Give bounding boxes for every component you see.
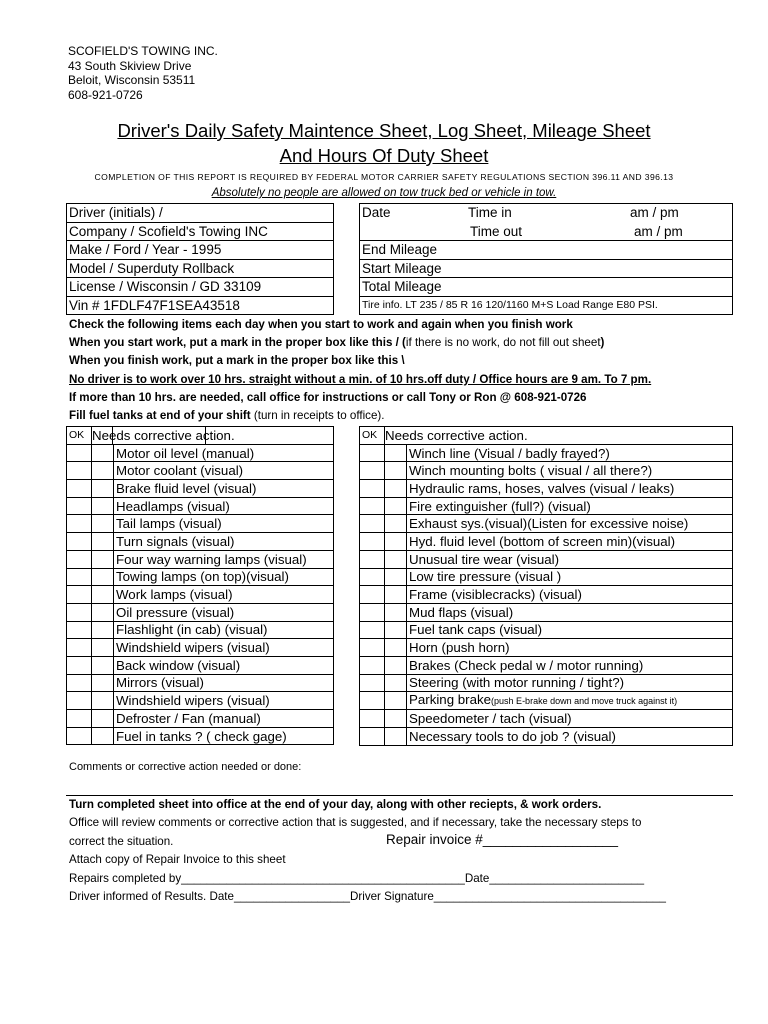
checklist-header-row — [67, 427, 334, 445]
checklist-item-label — [114, 533, 334, 551]
item-text: Towing lamps (on top)(visual) — [116, 569, 289, 585]
checklist-item-label — [407, 462, 733, 480]
company-name: SCOFIELD'S TOWING INC. — [68, 44, 218, 58]
right-checklist-row — [360, 674, 733, 692]
checklist-item-label — [407, 692, 733, 710]
needs-action-checkbox[interactable] — [385, 497, 407, 515]
end-mileage-field[interactable]: End Mileage — [360, 241, 732, 260]
needs-action-checkbox[interactable] — [385, 710, 407, 728]
start-work-close: ) — [600, 336, 605, 349]
left-checklist-row — [67, 639, 334, 657]
ok-checkbox[interactable] — [360, 550, 385, 568]
item-text: Motor oil level (manual) — [116, 445, 255, 461]
ok-checkbox[interactable] — [67, 674, 92, 692]
left-checklist-row — [67, 674, 334, 692]
ok-checkbox[interactable] — [360, 497, 385, 515]
left-checklist-row — [67, 550, 334, 568]
checklist-item-label — [407, 568, 733, 586]
needs-action-checkbox[interactable] — [385, 444, 407, 462]
right-checklist-row — [360, 656, 733, 674]
checklist-item-label — [407, 728, 733, 746]
checklist-item-label — [114, 515, 334, 533]
header-divider-1 — [112, 427, 113, 444]
item-text: Turn signals (visual) — [116, 533, 235, 549]
instruction-fuel-tanks — [69, 409, 384, 423]
repair-invoice-field[interactable]: Repair invoice #__________________ — [386, 832, 618, 847]
needs-action-checkbox[interactable] — [92, 586, 114, 604]
ok-checkbox[interactable] — [360, 568, 385, 586]
right-checklist-row — [360, 621, 733, 639]
item-text: Fire extinguisher (full?) (visual) — [409, 498, 591, 514]
needs-action-checkbox[interactable] — [385, 533, 407, 551]
item-text: Brake fluid level (visual) — [116, 480, 257, 496]
checklist-item-label — [407, 550, 733, 568]
item-text: Motor coolant (visual) — [116, 463, 244, 479]
ok-checkbox[interactable] — [360, 480, 385, 498]
left-checklist-row — [67, 568, 334, 586]
checklist-item-label — [407, 515, 733, 533]
repairs-completed-field[interactable]: Repairs completed by____________________________________________Date________________________ — [69, 872, 645, 885]
ok-checkbox[interactable] — [67, 550, 92, 568]
company-city: Beloit, Wisconsin 53511 — [68, 73, 196, 87]
item-text: Fuel in tanks ? ( check gage) — [116, 728, 287, 744]
start-work-text: When you start work, put a mark in the proper box like this / ( — [69, 336, 406, 349]
item-text: Steering (with motor running / tight?) — [409, 675, 625, 691]
left-checklist-row — [67, 727, 334, 745]
item-text: Hyd. fluid level (bottom of screen min)(visual) — [409, 533, 676, 549]
needs-action-checkbox[interactable] — [92, 674, 114, 692]
checklist-item-label — [114, 550, 334, 568]
left-checklist-row — [67, 533, 334, 551]
needs-action-checkbox[interactable] — [92, 603, 114, 621]
total-mileage-field[interactable]: Total Mileage — [360, 278, 732, 297]
needs-action-checkbox[interactable] — [92, 692, 114, 710]
item-text: Parking brake — [409, 692, 492, 708]
needs-action-checkbox[interactable] — [385, 515, 407, 533]
checklist-item-label — [407, 674, 733, 692]
needs-action-checkbox[interactable] — [385, 462, 407, 480]
right-checklist-row — [360, 444, 733, 462]
ok-checkbox[interactable] — [67, 568, 92, 586]
checklist-item-label — [407, 639, 733, 657]
completion-note: COMPLETION OF THIS REPORT IS REQUIRED BY FEDERAL MOTOR CARRIER SAFETY REGULATIONS SECTION 396.11 AND 396.13 — [94, 172, 674, 182]
review-line-1: Office will review comments or corrective action that is suggested, and if necessary, take the necessary steps to — [69, 816, 642, 829]
am-pm-label-2: am / pm — [634, 223, 683, 239]
checklist-item-label — [114, 586, 334, 604]
needs-action-checkbox[interactable] — [92, 533, 114, 551]
item-text: Hydraulic rams, hoses, valves (visual / leaks) — [409, 480, 675, 496]
right-checklist-row — [360, 603, 733, 621]
item-text: Work lamps (visual) — [116, 587, 233, 603]
driver-initials-field[interactable]: Driver (initials) / — [67, 204, 333, 223]
item-text: Low tire pressure (visual ) — [409, 569, 562, 585]
checklist-item-label — [114, 568, 334, 586]
ok-checkbox[interactable] — [360, 674, 385, 692]
page-title-line2: And Hours Of Duty Sheet — [279, 145, 489, 166]
ok-checkbox[interactable] — [67, 533, 92, 551]
checklist-item-label — [114, 710, 334, 728]
left-checklist-row — [67, 656, 334, 674]
right-checklist-row — [360, 462, 733, 480]
vin-field: Vin # 1FDLF47F1SEA43518 — [69, 297, 240, 313]
ok-checkbox[interactable] — [67, 586, 92, 604]
item-text: Frame (visiblecracks) (visual) — [409, 587, 582, 603]
needs-action-checkbox[interactable] — [385, 728, 407, 746]
right-checklist-row — [360, 480, 733, 498]
checklist-item-label — [407, 586, 733, 604]
checklist-item-label — [114, 621, 334, 639]
needs-action-checkbox[interactable] — [92, 497, 114, 515]
checklist-item-label — [407, 497, 733, 515]
ok-checkbox[interactable] — [67, 710, 92, 728]
item-text: Windshield wipers (visual) — [116, 693, 270, 709]
needs-action-checkbox[interactable] — [385, 674, 407, 692]
date-label: Date — [362, 205, 391, 220]
checklist-item-label — [407, 533, 733, 551]
right-checklist-row — [360, 533, 733, 551]
needs-action-checkbox[interactable] — [385, 621, 407, 639]
needs-action-checkbox[interactable] — [92, 480, 114, 498]
ok-header: OK — [67, 427, 92, 445]
ok-checkbox[interactable] — [360, 692, 385, 710]
needs-action-checkbox[interactable] — [92, 550, 114, 568]
checklist-item-label — [114, 444, 334, 462]
needs-action-checkbox[interactable] — [385, 656, 407, 674]
ok-checkbox[interactable] — [360, 728, 385, 746]
needs-action-checkbox[interactable] — [385, 480, 407, 498]
model-field: Model / Superduty Rollback — [67, 260, 333, 279]
time-out-row[interactable] — [360, 223, 732, 242]
item-text: Speedometer / tach (visual) — [409, 711, 572, 727]
ok-header: OK — [360, 427, 385, 445]
turn-in-instruction: Turn completed sheet into office at the end of your day, along with other reciepts, & work orders. — [69, 798, 602, 811]
item-text: Windshield wipers (visual) — [116, 640, 270, 656]
needs-action-checkbox[interactable] — [92, 639, 114, 657]
ok-checkbox[interactable] — [360, 656, 385, 674]
ok-checkbox[interactable] — [67, 692, 92, 710]
checklist-item-label — [114, 656, 334, 674]
checklist-item-label — [407, 656, 733, 674]
license-field: License / Wisconsin / GD 33109 — [67, 278, 333, 297]
checklist-item-label — [114, 480, 334, 498]
fuel-tanks-text: Fill fuel tanks at end of your shift — [69, 409, 251, 422]
checklist-item-label — [114, 603, 334, 621]
company-address-block — [68, 44, 218, 102]
right-checklist-row — [360, 710, 733, 728]
left-checklist-row — [67, 497, 334, 515]
comments-divider — [66, 795, 733, 796]
checklist-item-label — [114, 692, 334, 710]
instruction-finish-work: When you finish work, put a mark in the proper box like this \ — [69, 354, 405, 367]
right-checklist-table — [359, 426, 733, 746]
needs-action-checkbox[interactable] — [385, 692, 407, 710]
needs-action-checkbox[interactable] — [92, 568, 114, 586]
item-text: Winch mounting bolts ( visual / all there?) — [409, 463, 653, 479]
right-checklist-row — [360, 515, 733, 533]
checklist-item-label — [407, 444, 733, 462]
company-field: Company / Scofield's Towing INC — [67, 223, 333, 242]
attach-invoice-note: Attach copy of Repair Invoice to this sheet — [69, 853, 286, 866]
needs-action-checkbox[interactable] — [385, 568, 407, 586]
instruction-call-office: If more than 10 hrs. are needed, call office for instructions or call Tony or Ron @ 608-921-0726 — [69, 391, 587, 404]
ok-checkbox[interactable] — [67, 727, 92, 745]
log-info-box — [359, 203, 733, 315]
ok-checkbox[interactable] — [360, 586, 385, 604]
needs-action-checkbox[interactable] — [92, 656, 114, 674]
item-text: Flashlight (in cab) (visual) — [116, 622, 268, 638]
left-checklist-row — [67, 621, 334, 639]
ok-checkbox[interactable] — [360, 639, 385, 657]
time-in-label: Time in — [468, 205, 512, 220]
item-text: Horn (push horn) — [409, 640, 510, 656]
left-checklist-row — [67, 462, 334, 480]
right-checklist-row — [360, 550, 733, 568]
ok-checkbox[interactable] — [67, 515, 92, 533]
item-text: Defroster / Fan (manual) — [116, 710, 261, 726]
needs-action-checkbox[interactable] — [92, 515, 114, 533]
item-text: Back window (visual) — [116, 657, 241, 673]
left-checklist-table — [66, 426, 334, 745]
make-field: Make / Ford / Year - 1995 — [67, 241, 333, 260]
needs-header-right: Needs corrective action. — [385, 427, 733, 445]
left-checklist-row — [67, 603, 334, 621]
review-line-2: correct the situation. — [69, 835, 174, 848]
needs-action-checkbox[interactable] — [385, 639, 407, 657]
left-checklist-row — [67, 515, 334, 533]
item-text: Unusual tire wear (visual) — [409, 551, 560, 567]
item-text: Four way warning lamps (visual) — [116, 551, 307, 567]
checklist-item-label — [407, 603, 733, 621]
ok-checkbox[interactable] — [360, 710, 385, 728]
needs-action-checkbox[interactable] — [92, 462, 114, 480]
item-text: Necessary tools to do job ? (visual) — [409, 728, 616, 744]
checklist-item-label — [407, 621, 733, 639]
needs-action-checkbox[interactable] — [92, 727, 114, 745]
item-text: Exhaust sys.(visual)(Listen for excessive noise) — [409, 516, 689, 532]
right-checklist-row — [360, 586, 733, 604]
parking-brake-note: (push E-brake down and move truck against it) — [491, 696, 678, 707]
item-text: Brakes (Check pedal w / motor running) — [409, 657, 644, 673]
right-checklist-row — [360, 639, 733, 657]
item-text: Oil pressure (visual) — [116, 604, 235, 620]
ok-checkbox[interactable] — [360, 444, 385, 462]
item-text: Mirrors (visual) — [116, 675, 204, 691]
instruction-start-work — [69, 336, 604, 350]
needs-header-cell — [92, 427, 334, 445]
ok-checkbox[interactable] — [67, 639, 92, 657]
right-checklist-row — [360, 728, 733, 746]
ok-checkbox[interactable] — [67, 603, 92, 621]
start-mileage-field[interactable]: Start Mileage — [360, 260, 732, 279]
am-pm-label-1: am / pm — [630, 205, 679, 220]
item-text: Tail lamps (visual) — [116, 516, 222, 532]
time-out-label: Time out — [470, 223, 523, 239]
checklist-item-label — [114, 674, 334, 692]
ok-checkbox[interactable] — [67, 462, 92, 480]
checklist-item-label — [407, 480, 733, 498]
left-checklist-row — [67, 444, 334, 462]
comments-label: Comments or corrective action needed or done: — [69, 761, 302, 773]
ok-checkbox[interactable] — [67, 480, 92, 498]
ok-checkbox[interactable] — [360, 533, 385, 551]
right-checklist-row — [360, 568, 733, 586]
checklist-item-label — [407, 710, 733, 728]
checklist-item-label — [114, 497, 334, 515]
needs-action-checkbox[interactable] — [385, 550, 407, 568]
left-checklist-row — [67, 692, 334, 710]
checklist-item-label — [114, 727, 334, 745]
tire-info-field: Tire info. LT 235 / 85 R 16 120/1160 M+S Load Range E80 PSI. — [362, 298, 658, 311]
people-notice: Absolutely no people are allowed on tow truck bed or vehicle in tow. — [211, 187, 557, 199]
checklist-item-label — [114, 639, 334, 657]
ok-checkbox[interactable] — [67, 444, 92, 462]
item-text: Mud flaps (visual) — [409, 604, 514, 620]
header-divider-2 — [205, 427, 206, 444]
ok-checkbox[interactable] — [360, 603, 385, 621]
item-text: Headlamps (visual) — [116, 498, 230, 514]
needs-action-checkbox[interactable] — [385, 603, 407, 621]
needs-header-left: Needs corrective action. — [92, 427, 235, 443]
ok-checkbox[interactable] — [360, 462, 385, 480]
vehicle-info-box — [66, 203, 334, 315]
needs-action-checkbox[interactable] — [92, 710, 114, 728]
checklist-item-label — [114, 462, 334, 480]
left-checklist-row — [67, 586, 334, 604]
company-street: 43 South Skiview Drive — [68, 58, 192, 73]
instruction-check-items: Check the following items each day when you start to work and again when you finish work — [69, 318, 573, 331]
checklist-header-row — [360, 427, 733, 445]
company-phone: 608-921-0726 — [68, 87, 143, 102]
ok-checkbox[interactable] — [67, 497, 92, 515]
right-checklist-row — [360, 497, 733, 515]
needs-action-checkbox[interactable] — [92, 444, 114, 462]
item-text: Fuel tank caps (visual) — [409, 622, 543, 638]
page-title-line1: Driver's Daily Safety Maintence Sheet, Log Sheet, Mileage Sheet — [117, 120, 651, 141]
needs-action-checkbox[interactable] — [92, 621, 114, 639]
right-checklist-row — [360, 692, 733, 710]
ok-checkbox[interactable] — [67, 656, 92, 674]
instruction-hours-limit: No driver is to work over 10 hrs. straight without a min. of 10 hrs.off duty / Office hours are 9 am. To 7 pm. — [69, 373, 652, 386]
needs-action-checkbox[interactable] — [385, 586, 407, 604]
left-checklist-row — [67, 710, 334, 728]
no-work-note: if there is no work, do not fill out sheet — [405, 336, 601, 349]
driver-informed-field[interactable]: Driver informed of Results. Date__________________Driver Signature____________________________________ — [69, 890, 666, 903]
item-text: Winch line (Visual / badly frayed?) — [409, 445, 610, 461]
ok-checkbox[interactable] — [67, 621, 92, 639]
date-time-in-row[interactable] — [360, 204, 732, 223]
ok-checkbox[interactable] — [360, 621, 385, 639]
ok-checkbox[interactable] — [360, 515, 385, 533]
left-checklist-row — [67, 480, 334, 498]
receipts-note: (turn in receipts to office). — [250, 409, 385, 422]
